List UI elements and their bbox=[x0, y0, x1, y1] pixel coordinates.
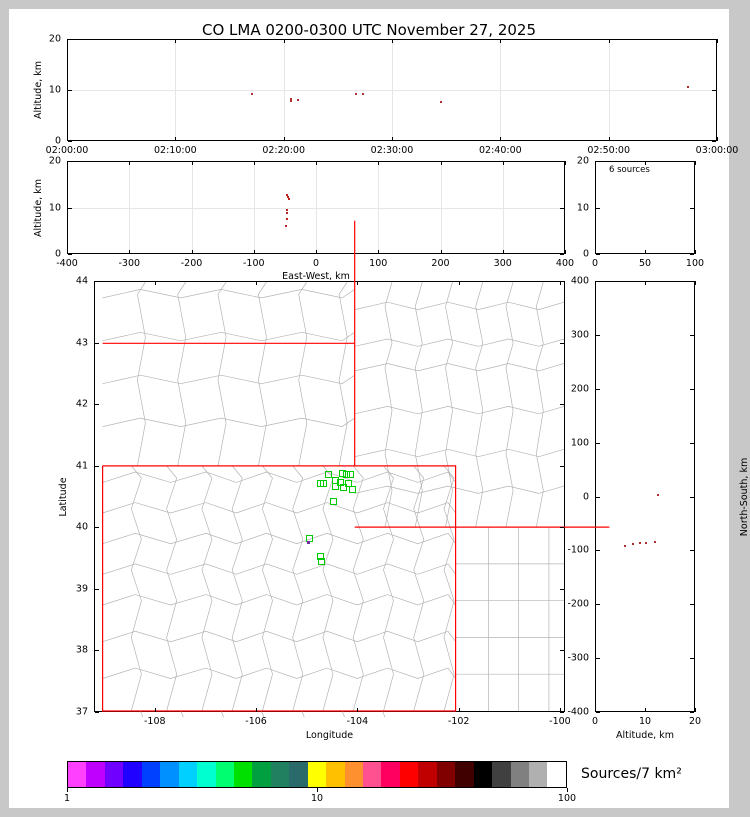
axis-tick bbox=[695, 708, 696, 712]
axis-tick-label: 02:00:00 bbox=[45, 145, 89, 156]
source-point bbox=[362, 93, 364, 95]
colorbar-tick-label: 100 bbox=[557, 793, 577, 804]
axis-label: East-West, km bbox=[282, 271, 350, 282]
axis-tick-label: -200 bbox=[180, 258, 203, 269]
axis-tick bbox=[503, 161, 504, 165]
axis-tick bbox=[690, 389, 694, 390]
axis-tick bbox=[95, 650, 99, 651]
axis-tick bbox=[560, 208, 564, 209]
axis-tick-label: 0 bbox=[582, 248, 589, 260]
axis-tick bbox=[690, 208, 694, 209]
axis-tick bbox=[68, 90, 72, 91]
lma-center-marker bbox=[307, 541, 310, 544]
axis-tick-label: 37 bbox=[75, 706, 88, 718]
figure-canvas bbox=[9, 9, 750, 808]
source-point bbox=[290, 100, 292, 102]
source-point bbox=[440, 101, 442, 103]
axis-tick bbox=[596, 208, 600, 209]
axis-tick-label: 20 bbox=[48, 33, 61, 45]
colorbar-swatch bbox=[326, 762, 344, 787]
colorbar-swatch bbox=[308, 762, 326, 787]
colorbar-swatch bbox=[400, 762, 418, 787]
axis-tick bbox=[712, 39, 716, 40]
colorbar-swatch bbox=[474, 762, 492, 787]
axis-tick bbox=[609, 39, 610, 43]
axis-tick bbox=[129, 161, 130, 165]
axis-tick bbox=[441, 250, 442, 254]
axis-tick bbox=[560, 466, 564, 467]
axis-tick bbox=[378, 250, 379, 254]
axis-tick-label: -108 bbox=[143, 716, 166, 727]
source-marker bbox=[318, 558, 325, 565]
axis-tick-label: 300 bbox=[493, 258, 512, 269]
axis-tick bbox=[392, 137, 393, 141]
axis-tick bbox=[560, 589, 564, 590]
axis-tick bbox=[645, 281, 646, 285]
axis-tick bbox=[690, 712, 694, 713]
source-marker bbox=[330, 498, 337, 505]
axis-tick-label: 02:10:00 bbox=[153, 145, 197, 156]
axis-tick bbox=[459, 708, 460, 712]
axis-tick bbox=[596, 550, 600, 551]
colorbar-tick bbox=[317, 788, 318, 792]
axis-tick bbox=[503, 250, 504, 254]
source-point bbox=[645, 542, 647, 544]
axis-tick bbox=[560, 527, 564, 528]
axis-label: Altitude, km bbox=[33, 61, 44, 119]
axis-tick bbox=[68, 161, 72, 162]
axis-tick bbox=[695, 250, 696, 254]
colorbar-swatch bbox=[455, 762, 473, 787]
axis-tick-label: -200 bbox=[567, 598, 589, 610]
axis-tick-label: 41 bbox=[75, 460, 88, 472]
axis-tick bbox=[596, 443, 600, 444]
axis-tick bbox=[560, 281, 564, 282]
axis-label: Latitude bbox=[58, 476, 69, 517]
axis-tick bbox=[392, 39, 393, 43]
axis-tick bbox=[596, 604, 600, 605]
axis-tick-label: 100 bbox=[570, 437, 589, 449]
axis-tick-label: 02:40:00 bbox=[478, 145, 522, 156]
gridline bbox=[68, 90, 716, 91]
axis-tick bbox=[695, 161, 696, 165]
axis-tick-label: 03:00:00 bbox=[695, 145, 739, 156]
axis-tick-label: 10 bbox=[48, 84, 61, 96]
axis-tick-label: 44 bbox=[75, 275, 88, 287]
source-point bbox=[639, 542, 641, 544]
axis-tick bbox=[95, 343, 99, 344]
colorbar-swatch bbox=[179, 762, 197, 787]
colorbar-swatch bbox=[345, 762, 363, 787]
axis-tick-label: 0 bbox=[54, 135, 61, 147]
colorbar-swatch bbox=[234, 762, 252, 787]
source-marker bbox=[349, 486, 356, 493]
axis-tick-label: 400 bbox=[555, 258, 575, 269]
axis-tick bbox=[192, 250, 193, 254]
colorbar-swatch bbox=[197, 762, 215, 787]
axis-tick bbox=[596, 335, 600, 336]
axis-tick bbox=[596, 712, 600, 713]
colorbar-swatch bbox=[160, 762, 178, 787]
axis-tick bbox=[565, 161, 566, 165]
axis-tick bbox=[284, 39, 285, 43]
axis-tick bbox=[254, 250, 255, 254]
axis-tick bbox=[645, 250, 646, 254]
axis-tick-label: -106 bbox=[245, 716, 267, 727]
axis-tick bbox=[95, 281, 99, 282]
colorbar-swatch bbox=[437, 762, 455, 787]
axis-tick bbox=[95, 404, 99, 405]
axis-tick-label: -102 bbox=[447, 716, 470, 727]
axis-tick-label: 10 bbox=[576, 202, 589, 213]
axis-tick-label: 0 bbox=[591, 716, 599, 727]
axis-tick bbox=[712, 90, 716, 91]
gridline bbox=[68, 208, 564, 209]
axis-tick-label: 100 bbox=[369, 258, 388, 269]
source-count-annotation: 6 sources bbox=[609, 165, 650, 175]
axis-tick bbox=[500, 39, 501, 43]
axis-tick bbox=[717, 137, 718, 141]
source-marker bbox=[320, 480, 327, 487]
axis-tick-label: 02:50:00 bbox=[587, 145, 630, 156]
source-point bbox=[657, 494, 659, 496]
axis-tick bbox=[690, 497, 694, 498]
colorbar-label: Sources/7 km² bbox=[581, 766, 682, 782]
colorbar-swatch bbox=[511, 762, 529, 787]
axis-tick-label: 10 bbox=[638, 716, 652, 727]
axis-tick bbox=[560, 343, 564, 344]
axis-tick bbox=[712, 141, 716, 142]
axis-tick bbox=[596, 281, 600, 282]
axis-tick bbox=[316, 250, 317, 254]
axis-tick-label: 300 bbox=[570, 329, 589, 341]
colorbar bbox=[67, 761, 567, 788]
axis-label: Altitude, km bbox=[616, 730, 674, 741]
axis-tick-label: -104 bbox=[346, 716, 369, 727]
axis-tick bbox=[459, 281, 460, 285]
colorbar-swatch bbox=[216, 762, 234, 787]
axis-tick bbox=[690, 550, 694, 551]
axis-tick bbox=[95, 527, 99, 528]
axis-tick bbox=[175, 137, 176, 141]
axis-tick bbox=[68, 208, 72, 209]
axis-tick bbox=[357, 708, 358, 712]
source-marker bbox=[347, 471, 354, 478]
axis-tick-label: -300 bbox=[567, 652, 589, 664]
axis-tick bbox=[560, 712, 564, 713]
source-point bbox=[288, 198, 290, 200]
colorbar-swatch bbox=[381, 762, 399, 787]
colorbar-swatch bbox=[529, 762, 547, 787]
axis-tick-label: 43 bbox=[75, 337, 88, 349]
axis-tick bbox=[95, 466, 99, 467]
axis-tick bbox=[717, 39, 718, 43]
axis-tick-label: 0 bbox=[582, 491, 589, 502]
axis-tick bbox=[500, 137, 501, 141]
colorbar-tick bbox=[67, 788, 68, 792]
colorbar-swatch bbox=[547, 762, 565, 787]
source-marker bbox=[340, 484, 347, 491]
axis-tick bbox=[690, 281, 694, 282]
axis-tick bbox=[155, 708, 156, 712]
axis-tick bbox=[68, 141, 72, 142]
axis-tick-label: 02:20:00 bbox=[262, 145, 305, 156]
axis-tick bbox=[690, 161, 694, 162]
axis-tick bbox=[645, 161, 646, 165]
source-point bbox=[286, 218, 288, 220]
axis-tick-label: 38 bbox=[75, 644, 88, 656]
source-point bbox=[624, 545, 626, 547]
source-point bbox=[632, 543, 634, 545]
axis-tick bbox=[695, 281, 696, 285]
colorbar-swatch bbox=[68, 762, 86, 787]
colorbar-tick bbox=[567, 788, 568, 792]
source-point bbox=[687, 86, 689, 88]
colorbar-swatch bbox=[142, 762, 160, 787]
axis-tick bbox=[284, 137, 285, 141]
axis-tick bbox=[378, 161, 379, 165]
axis-tick bbox=[596, 254, 600, 255]
axis-tick-label: 400 bbox=[570, 275, 589, 287]
axis-tick bbox=[256, 281, 257, 285]
axis-tick bbox=[690, 604, 694, 605]
axis-tick bbox=[316, 161, 317, 165]
source-point bbox=[285, 225, 287, 227]
axis-tick bbox=[441, 161, 442, 165]
axis-tick bbox=[690, 335, 694, 336]
axis-tick bbox=[256, 708, 257, 712]
axis-tick bbox=[596, 389, 600, 390]
axis-tick-label: 0 bbox=[312, 258, 320, 269]
axis-tick bbox=[609, 137, 610, 141]
axis-tick-label: -400 bbox=[567, 706, 589, 718]
axis-tick-label: -100 bbox=[242, 258, 265, 269]
axis-tick bbox=[68, 254, 72, 255]
axis-tick bbox=[95, 712, 99, 713]
axis-tick-label: 42 bbox=[75, 398, 88, 410]
colorbar-swatch bbox=[252, 762, 270, 787]
axis-tick bbox=[560, 161, 564, 162]
axis-tick bbox=[95, 589, 99, 590]
axis-tick-label: 50 bbox=[638, 258, 652, 269]
axis-tick-label: 40 bbox=[75, 521, 88, 533]
axis-tick-label: 10 bbox=[48, 202, 61, 213]
colorbar-tick-label: 10 bbox=[310, 793, 324, 804]
source-point bbox=[355, 93, 357, 95]
colorbar-swatch bbox=[492, 762, 510, 787]
axis-tick-label: -300 bbox=[118, 258, 141, 269]
colorbar-tick-label: 1 bbox=[63, 793, 71, 804]
axis-label: North-South, km bbox=[739, 457, 750, 536]
axis-tick bbox=[645, 708, 646, 712]
axis-tick bbox=[596, 161, 600, 162]
axis-tick bbox=[565, 250, 566, 254]
north-south-altitude-panel bbox=[595, 281, 695, 712]
axis-tick-label: 20 bbox=[688, 716, 702, 727]
source-point bbox=[654, 541, 656, 543]
axis-tick bbox=[596, 658, 600, 659]
colorbar-swatch bbox=[105, 762, 123, 787]
axis-tick bbox=[357, 281, 358, 285]
axis-tick-label: -100 bbox=[567, 544, 589, 556]
axis-tick bbox=[155, 281, 156, 285]
source-point bbox=[286, 212, 288, 214]
axis-tick bbox=[254, 161, 255, 165]
axis-tick bbox=[175, 39, 176, 43]
axis-tick-label: 02:30:00 bbox=[370, 145, 414, 156]
colorbar-swatch bbox=[86, 762, 104, 787]
map-boundaries bbox=[95, 282, 564, 711]
axis-tick bbox=[560, 254, 564, 255]
colorbar-swatch bbox=[418, 762, 436, 787]
axis-tick-label: 200 bbox=[431, 258, 450, 269]
axis-tick bbox=[560, 404, 564, 405]
axis-tick bbox=[690, 658, 694, 659]
axis-tick bbox=[690, 443, 694, 444]
axis-tick-label: 0 bbox=[54, 248, 61, 260]
source-point bbox=[297, 99, 299, 101]
axis-tick bbox=[560, 650, 564, 651]
source-marker bbox=[332, 483, 339, 490]
axis-tick bbox=[690, 254, 694, 255]
axis-tick-label: 39 bbox=[75, 583, 88, 595]
axis-tick-label: -400 bbox=[56, 258, 78, 269]
axis-label: Longitude bbox=[305, 730, 354, 741]
axis-tick-label: 20 bbox=[576, 155, 589, 167]
axis-tick-label: -100 bbox=[549, 716, 571, 727]
axis-tick bbox=[68, 39, 72, 40]
axis-tick-label: 100 bbox=[685, 258, 705, 269]
axis-tick-label: 0 bbox=[591, 258, 599, 269]
source-point bbox=[251, 93, 253, 95]
colorbar-swatch bbox=[123, 762, 141, 787]
axis-tick-label: 20 bbox=[48, 155, 61, 167]
colorbar-swatch bbox=[289, 762, 307, 787]
axis-label: Altitude, km bbox=[33, 178, 44, 237]
page-title: CO LMA 0200-0300 UTC November 27, 2025 bbox=[201, 21, 536, 39]
colorbar-swatch bbox=[363, 762, 381, 787]
axis-tick bbox=[129, 250, 130, 254]
axis-tick bbox=[192, 161, 193, 165]
axis-tick bbox=[596, 497, 600, 498]
axis-tick-label: 200 bbox=[570, 383, 589, 395]
colorbar-swatch bbox=[271, 762, 289, 787]
